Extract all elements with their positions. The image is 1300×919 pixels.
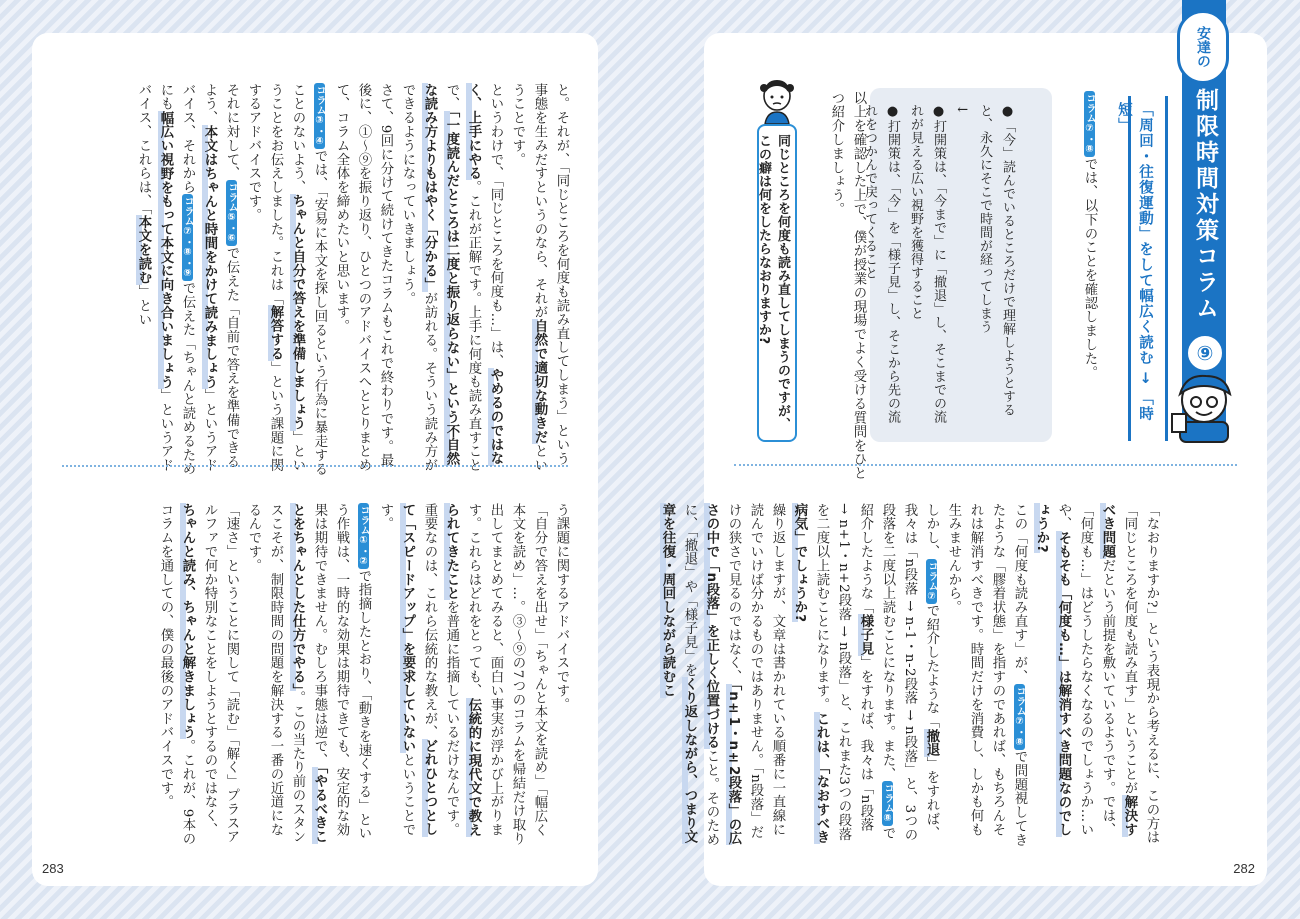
student-character-icon <box>757 76 797 124</box>
page-number-left: 283 <box>42 861 64 876</box>
question-text: 同じところを何度も読み直してしまうのですが、この癖は何をしたらなおりますか? <box>756 134 790 431</box>
left-divider <box>62 465 568 467</box>
question-box <box>757 124 797 442</box>
intro-text: コラム⑦・⑧では、以下のことを確認しました。 <box>1082 93 1097 380</box>
right-bottom-text: 「なおりますか?」という表現から考えるに、この方は「同じところを何度も読み直す」ということが解決すべき問題だという前提を敷いているようです。では、「何度も…」はどうしたらなくなるのでしょうか…いや、そもそも「何度も…」は解消すべき問題なのでしょうか? この「何度も読み直す」が、コラム⑦・⑧で問題視してきたような「膠着状態」を指すのであれば、もちろんそれは解消すべきです。時間だけを消費し、しかも何も生みませんから。 しかし、コラム⑦で紹介したような「撤退」をすれば、我々は「n段落 → n-1・n-2段落 → n段落」と、3つの段落を二度以上読むことになります。また、コラム⑧で紹介したような「様子見」をすれば、我々は「n段落 → n+1・n+2段落 → n段落」と、これまた3つの段落を二度以上読むことになります。これは、「なおすべき病気」でしょうか? 繰り返しますが、文章は書かれている順番に一直線に読んでいけば分かるものではありません。「n段落」だけの狭さで見るのではなく、「n±1・n±2段落」の広さの中で「n段落」を正しく位置づけること。そのために、「撤退」や「様子見」をくり返しながら、つまり文章を往復・周回しながら読むこ <box>660 503 1159 848</box>
right-divider <box>734 464 1237 466</box>
summary-item: ●打開策は、「今まで」に「撤退」し、そこまでの流れが見える広い視野を獲得すること <box>908 104 946 424</box>
left-bottom-text: う課題に関するアドバイスです。 「自分で答えを出せ」「ちゃんと本文を読め」「幅広く本文を読め」…。③～⑨の7つのコラムを帰結だけ取り出してまとめてみると、面白い事実が浮かび上がります。これらはどれをとっても、伝統的に現代文で教えられてきたことを普通に指摘しているだけなんです。 重要なのは、これら伝統的な教えが、どれひとつとして「スピードアップ」を要求していないということです。 コラム①・②で指摘したとおり、「動きを速くする」という作戦は、一時的な効果は期待できても、安定的な効果は期待できません。むしろ事態は逆で、「やるべきことをちゃんとした仕方でやる」。この当たり前のスタンスこそが、制限時間の問題を解決する一番の近道になるんです。 「速さ」ということに関して「読む」「解く」プラスアルファで何か特別なことをしようとするのではなく、ちゃんと読み、ちゃんと解きましょう。これが、9本のコラムを通しての、僕の最後のアドバイスです。 <box>158 503 569 846</box>
teacher-character-icon <box>1166 370 1242 444</box>
left-page <box>32 33 598 886</box>
left-top-text: と。それが、「同じところを何度も読み直してしまう」という事態を生みだすというのなら、それが自然で適切な動きだということです。 というわけで、「同じところを何度も…」は、やめるのではなく、上手にやる。これが正解です。上手に何度も読み直すことで、「一度読んだところは二度と振り返らない」という不自然な読み方よりもはやく「分かる」が訪れる。そういう読み方ができるようになっていきましょう。 さて、9回に分けて続けてきたコラムもこれで終わりです。最後に、①～⑨を振り返り、ひとつのアドバイスへととりまとめて、コラム全体を締めたいと思います。 コラム③・④では、「安易に本文を探し回るという行為に暴走することのないよう、ちゃんと自分で答えを準備しましょう」ということをお伝えしました。これは「解答する」という課題に関するアドバイスです。 それに対して、コラム⑤・⑥で伝えた「自前で答えを準備できるよう、本文はちゃんと時間をかけて読みましょう」というアドバイス、それからコラム⑦・⑧・⑨で伝えた「ちゃんと読めるためにも幅広い視野をもって本文に向き合いましょう」というアドバイス、これらは、「本文を読む」とい <box>136 83 569 476</box>
summary-box <box>862 88 1052 442</box>
summary-arrow: ↓ <box>954 104 969 116</box>
summary-item: ●打開策は、「今」を「様子見」し、そこから先の流れをつかんで戻ってくること <box>862 104 900 424</box>
transition-text: 以上を確認した上で、僕が授業の現場でよく受ける質問をひとつ紹介しましょう。 <box>829 91 866 481</box>
column-number: ⑨ <box>1185 333 1225 373</box>
page-number-right: 282 <box>1233 861 1255 876</box>
column-title: 制限時間対策コラム <box>1192 88 1218 322</box>
column-subtitle: 「周回・往復運動」をして幅広く読む → 「時短」 <box>1128 96 1168 441</box>
summary-item: ●「今」読んでいるところだけで理解しようとすると、永久にそこで時間が経ってしまう <box>977 104 1015 417</box>
header-badge: 安達の <box>1177 10 1229 84</box>
summary-list <box>862 104 1042 434</box>
